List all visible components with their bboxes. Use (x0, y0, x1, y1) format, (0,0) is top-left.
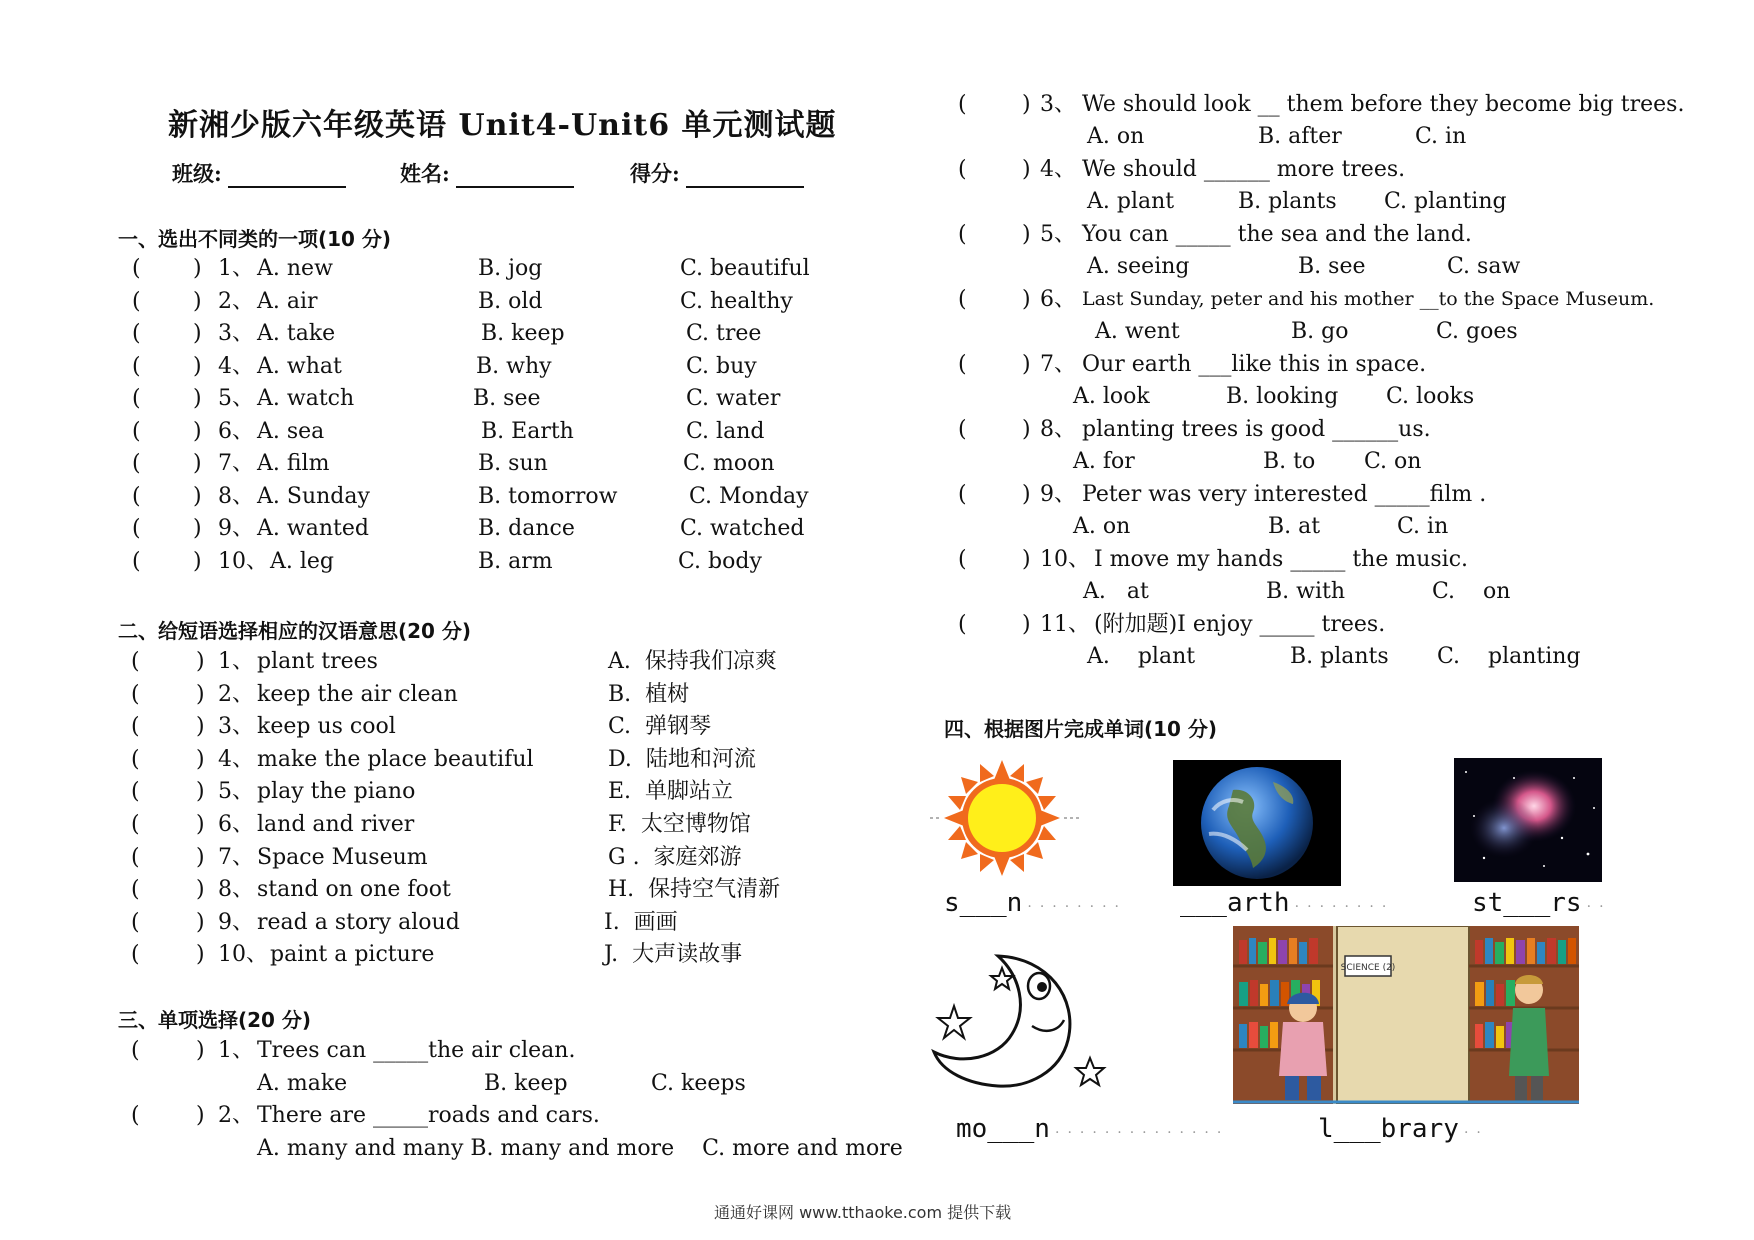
question-number: 3、 (1040, 92, 1076, 117)
dotted-separator: ·· (1463, 1125, 1489, 1141)
question-number: 7、 (1040, 352, 1076, 377)
option-a: A. film (257, 451, 330, 476)
answer-paren-close: ) (1022, 547, 1031, 572)
option-b: B. at (1268, 514, 1321, 539)
s3-options (0, 380, 1754, 413)
option-b: B. with (1266, 579, 1346, 604)
answer-paren[interactable]: ( (958, 352, 967, 377)
word-sun[interactable] (944, 888, 1127, 918)
question-text: Trees can _____the air clean. (257, 1038, 576, 1063)
question-text: Last Sunday, peter and his mother __to the Space Museum. (1082, 288, 1655, 310)
option-c: C. water (686, 386, 781, 411)
answer-paren-close: ) (196, 1103, 205, 1128)
option-c: C. saw (1447, 254, 1521, 279)
phrase-english: paint a picture (270, 942, 435, 968)
answer-paren[interactable]: ( (131, 746, 140, 772)
option-b: B. looking (1226, 384, 1339, 409)
s3-options (0, 315, 1754, 348)
phrase-chinese: H. 保持空气清新 (608, 877, 781, 903)
option-c: C. keeps (651, 1071, 746, 1096)
answer-paren-close: ) (1022, 352, 1031, 377)
question-number: 8、 (218, 483, 254, 509)
option-b: B. jog (478, 256, 543, 281)
s3-question (0, 218, 1754, 251)
s2-question (0, 841, 860, 874)
option-b: B. arm (478, 548, 553, 574)
option-c: C. body (678, 548, 762, 574)
answer-paren[interactable]: ( (132, 256, 141, 281)
question-text: Peter was very interested _____film . (1082, 482, 1487, 507)
question-number: 10、 (1040, 547, 1090, 572)
s3-question (0, 478, 1754, 511)
option-c: C. on (1432, 579, 1511, 604)
answer-paren-close: ) (193, 516, 202, 541)
option-b: B. go (1291, 319, 1349, 344)
word-library-text: l___brary (1318, 1114, 1459, 1144)
s3-options (0, 250, 1754, 283)
answer-paren[interactable]: ( (131, 1103, 140, 1128)
question-number: 4、 (218, 746, 254, 772)
question-text: (附加题)I enjoy _____ trees. (1094, 612, 1386, 637)
answer-paren[interactable]: ( (958, 482, 967, 507)
earth-image (1173, 760, 1341, 886)
phrase-english: land and river (257, 812, 415, 837)
option-c: C. looks (1386, 384, 1475, 409)
s3-question (0, 543, 1754, 576)
question-number: 2、 (218, 681, 254, 707)
answer-paren[interactable]: ( (958, 287, 967, 312)
option-a: A. look (1073, 384, 1150, 409)
answer-paren-close: ) (1022, 157, 1031, 182)
answer-paren-close: ) (196, 714, 205, 740)
s3-question-1 (0, 1034, 860, 1067)
section4-title: 四、根据图片完成单词(10 分) (944, 717, 1218, 741)
s3-options-2: A. many and many B. many and more C. more and more (257, 1136, 903, 1161)
option-b: B. see (1298, 254, 1366, 279)
answer-paren-close: ) (1022, 92, 1031, 117)
option-b: B. old (478, 288, 543, 314)
phrase-chinese: J. 大声读故事 (604, 942, 743, 968)
s3-question-2 (0, 1099, 880, 1132)
question-number: 3、 (218, 321, 254, 346)
option-a: A. wanted (257, 516, 369, 541)
answer-paren[interactable]: ( (958, 222, 967, 247)
phrase-english: keep the air clean (257, 681, 458, 707)
option-b: B. Earth (481, 418, 574, 444)
word-moon[interactable] (956, 1114, 1229, 1144)
question-number: 2、 (218, 288, 254, 314)
answer-paren[interactable]: ( (958, 612, 967, 637)
answer-paren[interactable]: ( (958, 92, 967, 117)
s3-question (0, 608, 1754, 641)
option-c: C. in (1415, 124, 1467, 149)
option-a: A. Sunday (257, 483, 370, 509)
option-a: A. leg (270, 548, 335, 574)
option-b: B. sun (478, 451, 548, 476)
question-number: 1、 (218, 256, 254, 281)
question-number: 10、 (218, 942, 268, 968)
s3-options (0, 575, 1754, 608)
option-c: C. healthy (680, 288, 793, 314)
option-b: B. see (473, 386, 541, 411)
question-number: 5、 (1040, 222, 1076, 247)
answer-paren[interactable]: ( (131, 844, 140, 870)
s3-options-1 (0, 1067, 860, 1100)
answer-paren-close: ) (196, 681, 205, 707)
option-c: C. land (686, 418, 765, 444)
answer-paren-close: ) (196, 779, 205, 805)
question-number: 6、 (1040, 287, 1076, 312)
stars-image (1454, 758, 1602, 882)
s2-question (0, 678, 860, 711)
answer-paren[interactable]: ( (958, 547, 967, 572)
option-c: C. tree (686, 321, 762, 346)
dotted-separator: ·············· (1055, 1125, 1230, 1141)
s2-question (0, 938, 860, 971)
option-b: B. to (1263, 449, 1316, 474)
answer-paren[interactable]: ( (132, 288, 141, 314)
dotted-separator: ·· (1586, 899, 1612, 915)
dotted-separator: ········ (1294, 899, 1395, 915)
question-number: 4、 (1040, 157, 1076, 182)
s3-options (0, 445, 1754, 478)
option-a: A. sea (257, 418, 325, 444)
s3-options (0, 510, 1754, 543)
answer-paren-close: ) (196, 1038, 205, 1063)
answer-paren[interactable]: ( (131, 909, 140, 935)
phrase-chinese: I. 画画 (604, 909, 678, 935)
answer-paren-close: ) (193, 321, 202, 346)
word-sun-text: s___n (944, 888, 1023, 918)
answer-paren-close: ) (196, 812, 205, 837)
question-number: 7、 (218, 451, 254, 476)
question-number: 6、 (218, 812, 254, 837)
option-c: C. watched (680, 516, 805, 541)
answer-paren-close: ) (193, 386, 202, 411)
question-number: 10、 (218, 548, 268, 574)
s3-question (0, 283, 1754, 316)
phrase-english: Space Museum (257, 844, 428, 870)
answer-paren[interactable]: ( (958, 417, 967, 442)
answer-paren-close: ) (196, 844, 205, 870)
option-a: A. take (257, 321, 336, 346)
answer-paren[interactable]: ( (958, 157, 967, 182)
option-a: A. new (257, 256, 333, 281)
question-number: 3、 (218, 714, 254, 740)
question-text: planting trees is good ______us. (1082, 417, 1431, 442)
s3-question (0, 348, 1754, 381)
option-c: C. on (1364, 449, 1422, 474)
answer-paren[interactable]: ( (131, 714, 140, 740)
phrase-english: keep us cool (257, 714, 396, 740)
option-b: B. plants (1290, 644, 1389, 669)
sun-image (930, 760, 1080, 880)
answer-paren[interactable]: ( (132, 353, 141, 379)
option-c: C. in (1397, 514, 1449, 539)
question-text: You can _____ the sea and the land. (1082, 222, 1472, 247)
footer-text: 通通好课网 www.tthaoke.com 提供下载 (714, 1203, 1012, 1222)
word-library[interactable] (1318, 1114, 1489, 1144)
question-text: We should ______ more trees. (1082, 157, 1406, 182)
answer-paren-close: ) (196, 649, 205, 674)
answer-paren-close: ) (196, 942, 205, 968)
answer-paren-close: ) (193, 288, 202, 314)
question-number: 6、 (218, 418, 254, 444)
s3-question (0, 153, 1754, 186)
phrase-chinese: A. 保持我们凉爽 (608, 649, 777, 674)
answer-paren-close: ) (1022, 417, 1031, 442)
answer-paren-close: ) (193, 451, 202, 476)
s2-question (0, 775, 860, 808)
answer-paren-close: ) (193, 548, 202, 574)
answer-paren-close: ) (1022, 482, 1031, 507)
phrase-english: stand on one foot (257, 877, 451, 903)
question-number: 8、 (218, 877, 254, 903)
question-number: 2、 (218, 1103, 254, 1128)
phrase-chinese: F. 太空博物馆 (608, 812, 751, 837)
s3-question (0, 88, 1754, 121)
answer-paren-close: ) (193, 483, 202, 509)
answer-paren-close: ) (1022, 287, 1031, 312)
s2-question (0, 906, 860, 939)
answer-paren[interactable]: ( (132, 386, 141, 411)
option-c: C. planting (1437, 644, 1581, 669)
option-a: A. plant (1087, 189, 1175, 214)
option-b: B. keep (481, 321, 565, 346)
question-number: 9、 (218, 516, 254, 541)
question-text: I move my hands _____ the music. (1094, 547, 1469, 572)
answer-paren[interactable]: ( (132, 548, 141, 574)
word-stars[interactable] (1472, 888, 1612, 918)
option-b: B. dance (478, 516, 575, 541)
option-b: B. why (476, 353, 552, 379)
phrase-chinese: B. 植树 (608, 681, 690, 707)
phrase-english: make the place beautiful (257, 746, 534, 772)
answer-paren[interactable]: ( (132, 516, 141, 541)
answer-paren[interactable]: ( (131, 812, 140, 837)
option-a: A. went (1095, 319, 1180, 344)
answer-paren[interactable]: ( (132, 321, 141, 346)
question-number: 5、 (218, 386, 254, 411)
question-number: 4、 (218, 353, 254, 379)
score-label: 得分: (630, 161, 680, 186)
dotted-separator: ········ (1027, 899, 1127, 915)
question-number: 7、 (218, 844, 254, 870)
class-label: 班级: (172, 161, 222, 186)
question-text: Our earth ___like this in space. (1082, 352, 1427, 377)
answer-paren-close: ) (1022, 222, 1031, 247)
answer-paren[interactable]: ( (131, 649, 140, 674)
answer-paren[interactable]: ( (132, 451, 141, 476)
phrase-chinese: G . 家庭郊游 (608, 844, 742, 870)
question-number: 1、 (218, 649, 254, 674)
word-stars-text: st___rs (1472, 888, 1582, 918)
phrase-chinese: E. 单脚站立 (608, 779, 734, 805)
s2-question (0, 873, 860, 906)
question-text: We should look __ them before they become big trees. (1082, 92, 1685, 117)
option-a: A. on (1073, 514, 1131, 539)
word-earth-text: ___arth (1180, 888, 1290, 918)
section1-title: 一、选出不同类的一项(10 分) (118, 227, 392, 251)
question-number: 9、 (1040, 482, 1076, 507)
answer-paren[interactable]: ( (131, 877, 140, 903)
option-b: B. plants (1238, 189, 1337, 214)
option-a: A. seeing (1087, 254, 1190, 279)
answer-paren-close: ) (196, 746, 205, 772)
option-a: A. make (257, 1071, 348, 1096)
s2-question (0, 808, 860, 841)
question-number: 9、 (218, 909, 254, 935)
answer-paren-close: ) (193, 353, 202, 379)
s2-question (0, 743, 860, 776)
answer-paren[interactable]: ( (132, 418, 141, 444)
phrase-chinese: C. 弹钢琴 (608, 714, 712, 740)
name-label: 姓名: (400, 161, 450, 186)
phrase-chinese: D. 陆地和河流 (608, 746, 756, 772)
option-a: A. at (1083, 579, 1149, 604)
word-moon-text: mo___n (956, 1114, 1050, 1144)
page-title: 新湘少版六年级英语 Unit4-Unit6 单元测试题 (168, 108, 837, 143)
word-earth[interactable] (1180, 888, 1394, 918)
answer-paren[interactable]: ( (132, 483, 141, 509)
option-a: A. air (257, 288, 318, 314)
option-b: B. after (1258, 124, 1342, 149)
option-c: C. planting (1384, 189, 1507, 214)
answer-paren-close: ) (193, 418, 202, 444)
s3-options (0, 120, 1754, 153)
question-number: 11、 (1040, 612, 1090, 637)
phrase-english: read a story aloud (257, 909, 460, 935)
section2-title: 二、给短语选择相应的汉语意思(20 分) (118, 619, 472, 643)
option-a: A. what (257, 353, 342, 379)
question-number: 1、 (218, 1038, 254, 1063)
library-sign-text: SCIENCE (2) (1340, 963, 1396, 973)
option-c: C. moon (683, 451, 775, 476)
section3-title: 三、单项选择(20 分) (118, 1008, 312, 1032)
answer-paren-close: ) (1022, 612, 1031, 637)
answer-paren[interactable]: ( (131, 942, 140, 968)
question-text: There are _____roads and cars. (257, 1103, 600, 1128)
answer-paren[interactable]: ( (131, 779, 140, 805)
s3-question (0, 413, 1754, 446)
answer-paren-close: ) (196, 909, 205, 935)
answer-paren[interactable]: ( (131, 1038, 140, 1063)
answer-paren-close: ) (193, 256, 202, 281)
s3-options (0, 640, 1754, 673)
moon-image (928, 948, 1118, 1098)
option-b: B. keep (484, 1071, 568, 1096)
option-c: C. Monday (689, 483, 809, 509)
s3-options (0, 185, 1754, 218)
option-c: C. beautiful (680, 256, 810, 281)
answer-paren-close: ) (196, 877, 205, 903)
s2-question (0, 710, 860, 743)
question-number: 8、 (1040, 417, 1076, 442)
answer-paren[interactable]: ( (131, 681, 140, 707)
option-c: C. goes (1436, 319, 1518, 344)
option-a: A. for (1073, 449, 1135, 474)
phrase-english: plant trees (257, 649, 378, 674)
option-a: A. watch (257, 386, 355, 411)
library-image (1233, 926, 1579, 1104)
option-b: B. tomorrow (478, 483, 618, 509)
option-a: A. plant (1087, 644, 1196, 669)
question-number: 5、 (218, 779, 254, 805)
phrase-english: play the piano (257, 779, 416, 805)
option-c: C. buy (686, 353, 757, 379)
option-a: A. on (1087, 124, 1145, 149)
